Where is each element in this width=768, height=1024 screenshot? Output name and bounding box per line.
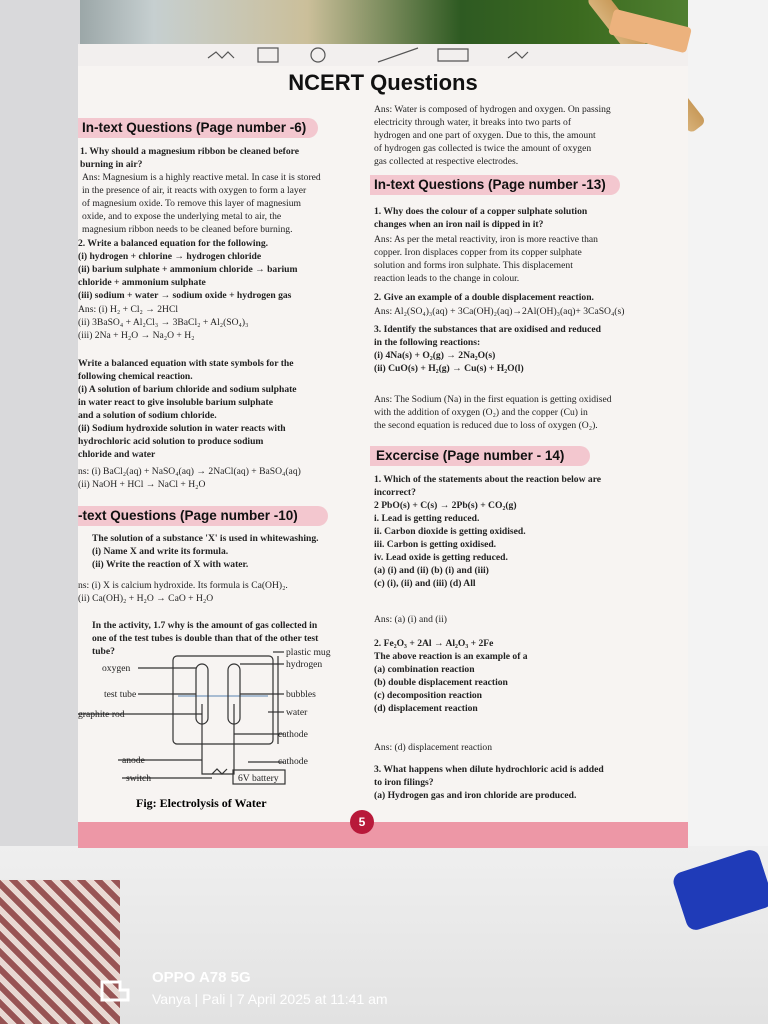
rug-pattern xyxy=(0,880,120,1024)
text-line: Ans: Al₂(SO₄)₃(aq) + 3Ca(OH)₂(aq)→2Al(OH)₃(aq)+ 3CaSO₄(s) xyxy=(374,306,625,317)
text-line: iii. Carbon is getting oxidised. xyxy=(374,539,497,550)
label-plastic-mug: plastic mug xyxy=(286,647,331,658)
text-line: (c) decomposition reaction xyxy=(374,690,482,701)
text-line: 2. Give an example of a double displacement reaction. xyxy=(374,292,594,303)
text-line: ii. Carbon dioxide is getting oxidised. xyxy=(374,526,526,537)
section-header-page13: In-text Questions (Page number -13) xyxy=(374,177,606,192)
text-line: (iii) sodium + water → sodium oxide + hydrogen gas xyxy=(78,290,292,301)
camera-model: OPPO A78 5G xyxy=(152,969,251,986)
text-line: incorrect? xyxy=(374,487,416,498)
text-line: 1. Why does the colour of a copper sulphate solution xyxy=(374,206,588,217)
page-title: NCERT Questions xyxy=(288,70,478,95)
text-line: Write a balanced equation with state symbols for the xyxy=(78,358,294,369)
book-page xyxy=(78,44,688,848)
label-bubbles: bubbles xyxy=(286,689,316,700)
text-line: ns: (i) BaCl₂(aq) + NaSO₄(aq) → 2NaCl(aq) + BaSO₄(aq) xyxy=(78,466,301,477)
label-cathode: cathode xyxy=(278,729,308,740)
text-line: copper. Iron displaces copper from its copper sulphate xyxy=(374,247,582,258)
text-line: tube? xyxy=(92,646,115,657)
doodle-strip xyxy=(78,44,688,66)
text-line: of hydrogen gas collected is twice the amount of oxygen xyxy=(374,143,592,154)
text-line: 2. Write a balanced equation for the following. xyxy=(78,238,269,249)
text-line: chloride and water xyxy=(78,449,156,460)
section-header-page6: In-text Questions (Page number -6) xyxy=(82,120,307,135)
text-line: ns: (i) X is calcium hydroxide. Its formula is Ca(OH)₂. xyxy=(78,580,288,591)
text-line: Ans: (i) H₂ + Cl₂ → 2HCl xyxy=(78,304,179,315)
page-footer-band xyxy=(78,822,688,848)
text-line: (ii) CuO(s) + H₂(g) → Cu(s) + H₂O(l) xyxy=(374,363,524,374)
text-line: burning in air? xyxy=(80,159,143,170)
text-line: (ii) Write the reaction of X with water. xyxy=(92,559,249,570)
text-line: one of the test tubes is double than that of the other test xyxy=(92,633,319,644)
text-line: magnesium ribbon needs to be cleaned before burning. xyxy=(82,224,293,235)
text-line: (c) (i), (ii) and (iii) (d) All xyxy=(374,578,476,589)
text-line: (i) Name X and write its formula. xyxy=(92,546,229,557)
text-line: The above reaction is an example of a xyxy=(374,651,528,662)
text-line: (b) double displacement reaction xyxy=(374,677,508,688)
text-line: Ans: Water is composed of hydrogen and oxygen. On passing xyxy=(374,104,611,115)
text-line: (ii) barium sulphate + ammonium chloride → barium xyxy=(78,264,298,275)
text-line: Ans: The Sodium (Na) in the first equation is getting oxidised xyxy=(374,394,612,405)
text-line: 1. Which of the statements about the reaction below are xyxy=(374,474,602,485)
label-anode: anode xyxy=(122,755,145,766)
text-line: gas collected at respective electrodes. xyxy=(374,156,519,167)
label-cathode: cathode xyxy=(278,756,308,767)
text-line: Ans: Magnesium is a highly reactive metal. In case it is stored xyxy=(82,172,321,183)
text-line: Ans: (a) (i) and (ii) xyxy=(374,614,447,625)
label-switch: switch xyxy=(126,773,152,784)
text-line: iv. Lead oxide is getting reduced. xyxy=(374,552,508,563)
text-line: (ii) Sodium hydroxide solution in water reacts with xyxy=(78,423,286,434)
text-line: reaction leads to the change in colour. xyxy=(374,273,520,284)
section-header-exercise: Excercise (Page number - 14) xyxy=(376,448,565,463)
label-graphite-rod: graphite rod xyxy=(78,709,125,720)
text-line: Ans: As per the metal reactivity, iron is more reactive than xyxy=(374,234,598,245)
text-line: following chemical reaction. xyxy=(78,371,193,382)
text-line: in the presence of air, it reacts with oxygen to form a layer xyxy=(82,185,307,196)
text-line: In the activity, 1.7 why is the amount of gas collected in xyxy=(92,620,318,631)
text-line: chloride + ammonium sulphate xyxy=(78,277,206,288)
text-line: in the following reactions: xyxy=(374,337,481,348)
text-line: (a) (i) and (ii) (b) (i) and (iii) xyxy=(374,565,489,576)
text-line: of magnesium oxide. To remove this layer of magnesium xyxy=(82,198,301,209)
text-line: and a solution of sodium chloride. xyxy=(78,410,217,421)
text-line: (iii) 2Na + H₂O → Na₂O + H₂ xyxy=(78,330,195,341)
text-line: (d) displacement reaction xyxy=(374,703,478,714)
text-line: The solution of a substance 'X' is used in whitewashing. xyxy=(92,533,319,544)
doodle-icons xyxy=(78,44,688,66)
text-line: (ii) 3BaSO₄ + Al₂Cl₃ → 3BaCl₂ + Al₂(SO₄)₃ xyxy=(78,317,249,328)
text-line: (ii) NaOH + HCl → NaCl + H₂O xyxy=(78,479,206,490)
page-number: 5 xyxy=(350,810,374,834)
camera-watermark-icon xyxy=(100,978,130,1002)
label-test-tube: test tube xyxy=(104,689,137,700)
text-line: solution and forms iron sulphate. This displacement xyxy=(374,260,573,271)
text-line: (i) 4Na(s) + O₂(g) → 2Na₂O(s) xyxy=(374,350,496,361)
label-oxygen: oxygen xyxy=(102,663,131,674)
label-hydrogen: hydrogen xyxy=(286,659,323,670)
text-line: hydrogen and one part of oxygen. Due to this, the amount xyxy=(374,130,596,141)
text-line: (ii) Ca(OH)₂ + H₂O → CaO + H₂O xyxy=(78,593,214,604)
text-line: Ans: (d) displacement reaction xyxy=(374,742,493,753)
text-line: 3. What happens when dilute hydrochloric acid is added xyxy=(374,764,604,775)
text-line: (a) Hydrogen gas and iron chloride are produced. xyxy=(374,790,577,801)
text-line: (i) hydrogen + chlorine → hydrogen chloride xyxy=(78,251,262,262)
text-line: 1. Why should a magnesium ribbon be cleaned before xyxy=(80,146,299,157)
label-water: water xyxy=(286,707,308,718)
section-header-page10: -text Questions (Page number -10) xyxy=(78,508,298,523)
text-line: 2 PbO(s) + C(s) → 2Pb(s) + CO₂(g) xyxy=(374,500,517,511)
text-line: i. Lead is getting reduced. xyxy=(374,513,480,524)
label-battery: 6V battery xyxy=(238,773,279,784)
text-line: with the addition of oxygen (O₂) and the copper (Cu) in xyxy=(374,407,588,418)
text-line: the second equation is reduced due to loss of oxygen (O₂). xyxy=(374,420,598,431)
text-line: in water react to give insoluble barium sulphate xyxy=(78,397,273,408)
text-line: 2. Fe₂O₃ + 2Al → Al₂O₃ + 2Fe xyxy=(374,638,494,649)
text-line: electricity through water, it breaks into two parts of xyxy=(374,117,572,128)
text-line: to iron filings? xyxy=(374,777,434,788)
photo-metadata: Vanya | Pali | 7 April 2025 at 11:41 am xyxy=(152,991,388,1007)
figure-caption: Fig: Electrolysis of Water xyxy=(136,796,267,810)
text-line: hydrochloric acid solution to produce sodium xyxy=(78,436,264,447)
text-line: oxide, and to expose the underlying metal to air, the xyxy=(82,211,282,222)
text-line: changes when an iron nail is dipped in it? xyxy=(374,219,544,230)
text-line: (i) A solution of barium chloride and sodium sulphate xyxy=(78,384,297,395)
text-line: (a) combination reaction xyxy=(374,664,475,675)
text-line: 3. Identify the substances that are oxidised and reduced xyxy=(374,324,601,335)
